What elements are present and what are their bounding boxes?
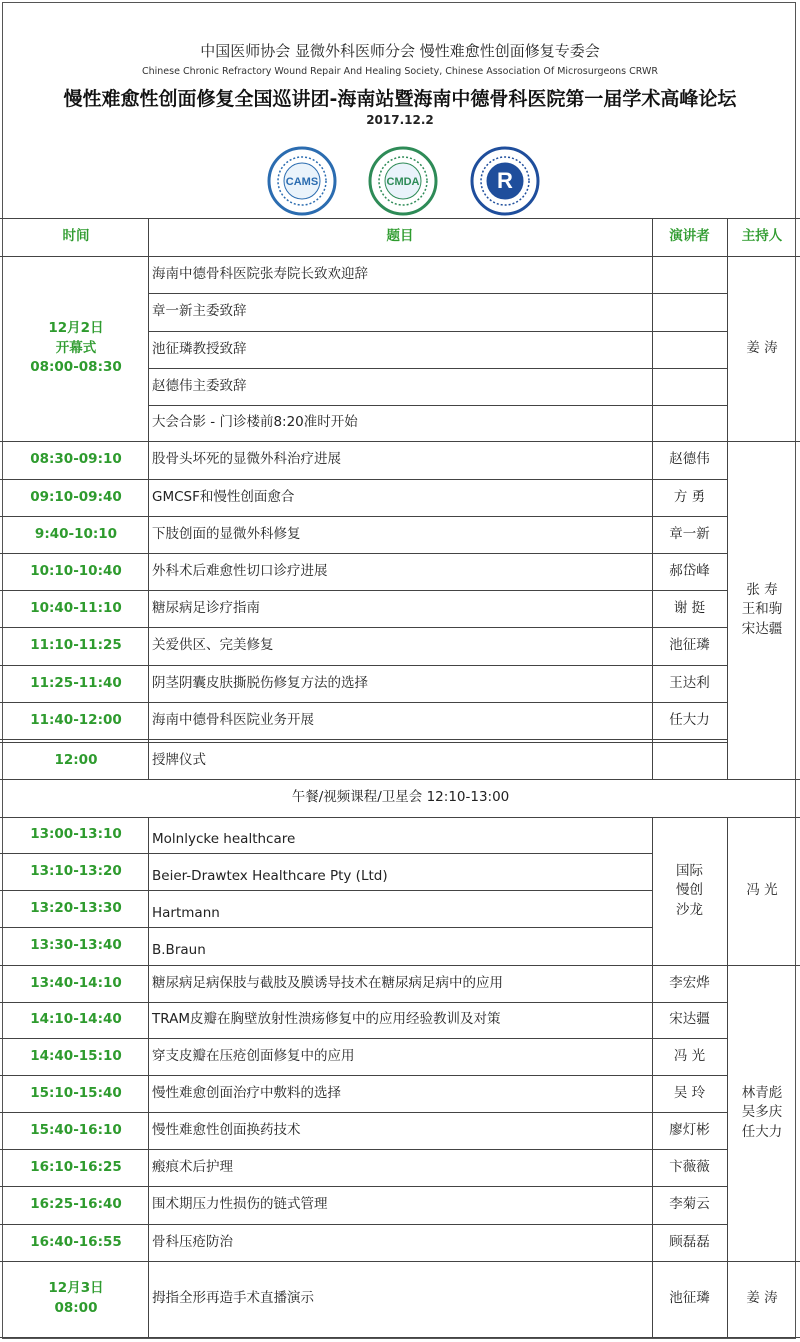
session1-speaker: 王达利: [669, 674, 710, 691]
cams-logo: [267, 146, 337, 216]
session1-time: 11:10-11:25: [30, 637, 122, 654]
last-topic: 拇指全形再造手术直播演示: [152, 1290, 314, 1307]
session2-time: 13:00-13:10: [30, 826, 122, 843]
session3-topic: 围术期压力性损伤的链式管理: [152, 1196, 328, 1213]
session3-time: 16:25-16:40: [30, 1196, 122, 1213]
session1-speaker: 方 勇: [673, 488, 706, 505]
session3-speaker: 吴 玲: [673, 1084, 706, 1101]
award-topic: 授牌仪式: [152, 751, 206, 768]
session2-topic: B.Braun: [152, 942, 206, 959]
last-host: 姜 涛: [746, 1290, 778, 1307]
session1-speaker: 谢 挺: [673, 599, 706, 616]
session3-time: 16:10-16:25: [30, 1158, 122, 1175]
session3-time: 15:40-16:10: [30, 1121, 122, 1138]
session1-speaker: 章一新: [669, 525, 710, 542]
opening-topic: 海南中德骨科医院张寿院长致欢迎辞: [152, 265, 368, 282]
event-date: 2017.12.2: [366, 113, 434, 127]
session3-speaker: 廖灯彬: [669, 1121, 710, 1138]
header-topic: 题目: [386, 228, 414, 245]
row-divider: [0, 739, 727, 740]
session1-topic: 阴茎阴囊皮肤撕脱伤修复方法的选择: [152, 674, 368, 691]
session3-time: 15:10-15:40: [30, 1084, 122, 1101]
opening-topic: 池征璘教授致辞: [152, 340, 247, 357]
crwr-logo: [470, 146, 540, 216]
session1-speaker: 任大力: [669, 711, 710, 728]
row-divider: [0, 1337, 800, 1338]
session3-topic: 慢性难愈性创面换药技术: [152, 1121, 301, 1138]
session2-topic: Molnlycke healthcare: [152, 831, 296, 848]
session3-topic: 慢性难愈创面治疗中敷料的选择: [152, 1084, 341, 1101]
session2-time: 13:30-13:40: [30, 937, 122, 954]
session1-time: 08:30-09:10: [30, 451, 122, 468]
session2-host: 冯 光: [746, 882, 778, 899]
session3-time: 13:40-14:10: [30, 974, 122, 991]
organizer-cn: 中国医师协会 显微外科医师分会 慢性难愈性创面修复专委会: [200, 42, 600, 60]
session3-speaker: 卞薇薇: [669, 1158, 710, 1175]
session1-topic: 下肢创面的显微外科修复: [152, 525, 301, 542]
session1-time: 09:10-09:40: [30, 488, 122, 505]
session1-topic: 外科术后难愈性切口诊疗进展: [152, 562, 328, 579]
session3-time: 14:40-15:10: [30, 1047, 122, 1064]
header-time: 时间: [62, 228, 90, 245]
session2-topic: Hartmann: [152, 904, 220, 921]
cmda-logo: [368, 146, 438, 216]
session3-time: 16:40-16:55: [30, 1233, 122, 1250]
session3-topic: 穿支皮瓣在压疮创面修复中的应用: [152, 1047, 355, 1064]
opening-topic: 章一新主委致辞: [152, 303, 247, 320]
session1-topic: 关爱供区、完美修复: [152, 637, 274, 654]
logo-label: CAMS: [285, 176, 319, 188]
session2-speaker: 国际 慢创 沙龙: [676, 862, 703, 918]
session3-topic: 骨科压疮防治: [152, 1233, 233, 1250]
session2-time: 13:10-13:20: [30, 862, 122, 879]
session1-time: 10:10-10:40: [30, 562, 122, 579]
session3-topic: TRAM皮瓣在胸壁放射性溃疡修复中的应用经验教训及对策: [152, 1011, 501, 1028]
logo-label: R: [497, 168, 513, 193]
page-title: 慢性难愈性创面修复全国巡讲团-海南站暨海南中德骨科医院第一届学术高峰论坛: [63, 88, 737, 110]
opening-topic: 大会合影 - 门诊楼前8:20准时开始: [152, 414, 358, 431]
session3-topic: 瘢痕术后护理: [152, 1158, 233, 1175]
session3-speaker: 顾磊磊: [669, 1233, 710, 1250]
logo-label: CMDA: [386, 176, 420, 188]
session1-topic: GMCSF和慢性创面愈合: [152, 488, 295, 505]
session3-time: 14:10-14:40: [30, 1011, 122, 1028]
session2-time: 13:20-13:30: [30, 899, 122, 916]
session1-topic: 股骨头坏死的显微外科治疗进展: [152, 451, 341, 468]
last-speaker: 池征璘: [669, 1290, 710, 1307]
last-time: 12月3日 08:00: [48, 1280, 104, 1316]
header-speaker: 演讲者: [669, 228, 710, 245]
session1-topic: 海南中德骨科医院业务开展: [152, 711, 314, 728]
session1-speaker: 郝岱峰: [669, 562, 710, 579]
session3-speaker: 冯 光: [673, 1047, 706, 1064]
header-host: 主持人: [741, 228, 783, 245]
session3-speaker: 李菊云: [669, 1196, 710, 1213]
opening-topic: 赵德伟主委致辞: [152, 377, 247, 394]
lunch-break: 午餐/视频课程/卫星会 12:10-13:00: [291, 789, 510, 806]
session1-time: 10:40-11:10: [30, 599, 122, 616]
session1-speaker: 池征璘: [669, 637, 710, 654]
session1-time: 9:40-10:10: [34, 525, 118, 542]
session3-speaker: 李宏烨: [669, 974, 710, 991]
session2-topic: Beier-Drawtex Healthcare Pty (Ltd): [152, 867, 388, 884]
session1-speaker: 赵德伟: [669, 451, 710, 468]
session3-hosts: 林青彪 吴多庆 任大力: [741, 1084, 783, 1140]
opening-host: 姜 涛: [746, 339, 778, 356]
session1-time: 11:25-11:40: [30, 674, 122, 691]
award-time: 12:00: [54, 751, 98, 768]
session3-speaker: 宋达疆: [669, 1011, 710, 1028]
opening-time: 12月2日 开幕式 08:00-08:30: [30, 320, 122, 376]
organizer-en: Chinese Chronic Refractory Wound Repair And Healing Society, Chinese Association Of Microsurgeons CRWR: [141, 66, 658, 77]
session1-time: 11:40-12:00: [30, 711, 122, 728]
session3-topic: 糖尿病足病保肢与截肢及膜诱导技术在糖尿病足病中的应用: [152, 974, 503, 991]
session1-hosts: 张 寿 王和驹 宋达疆: [741, 581, 783, 637]
session1-topic: 糖尿病足诊疗指南: [152, 599, 260, 616]
